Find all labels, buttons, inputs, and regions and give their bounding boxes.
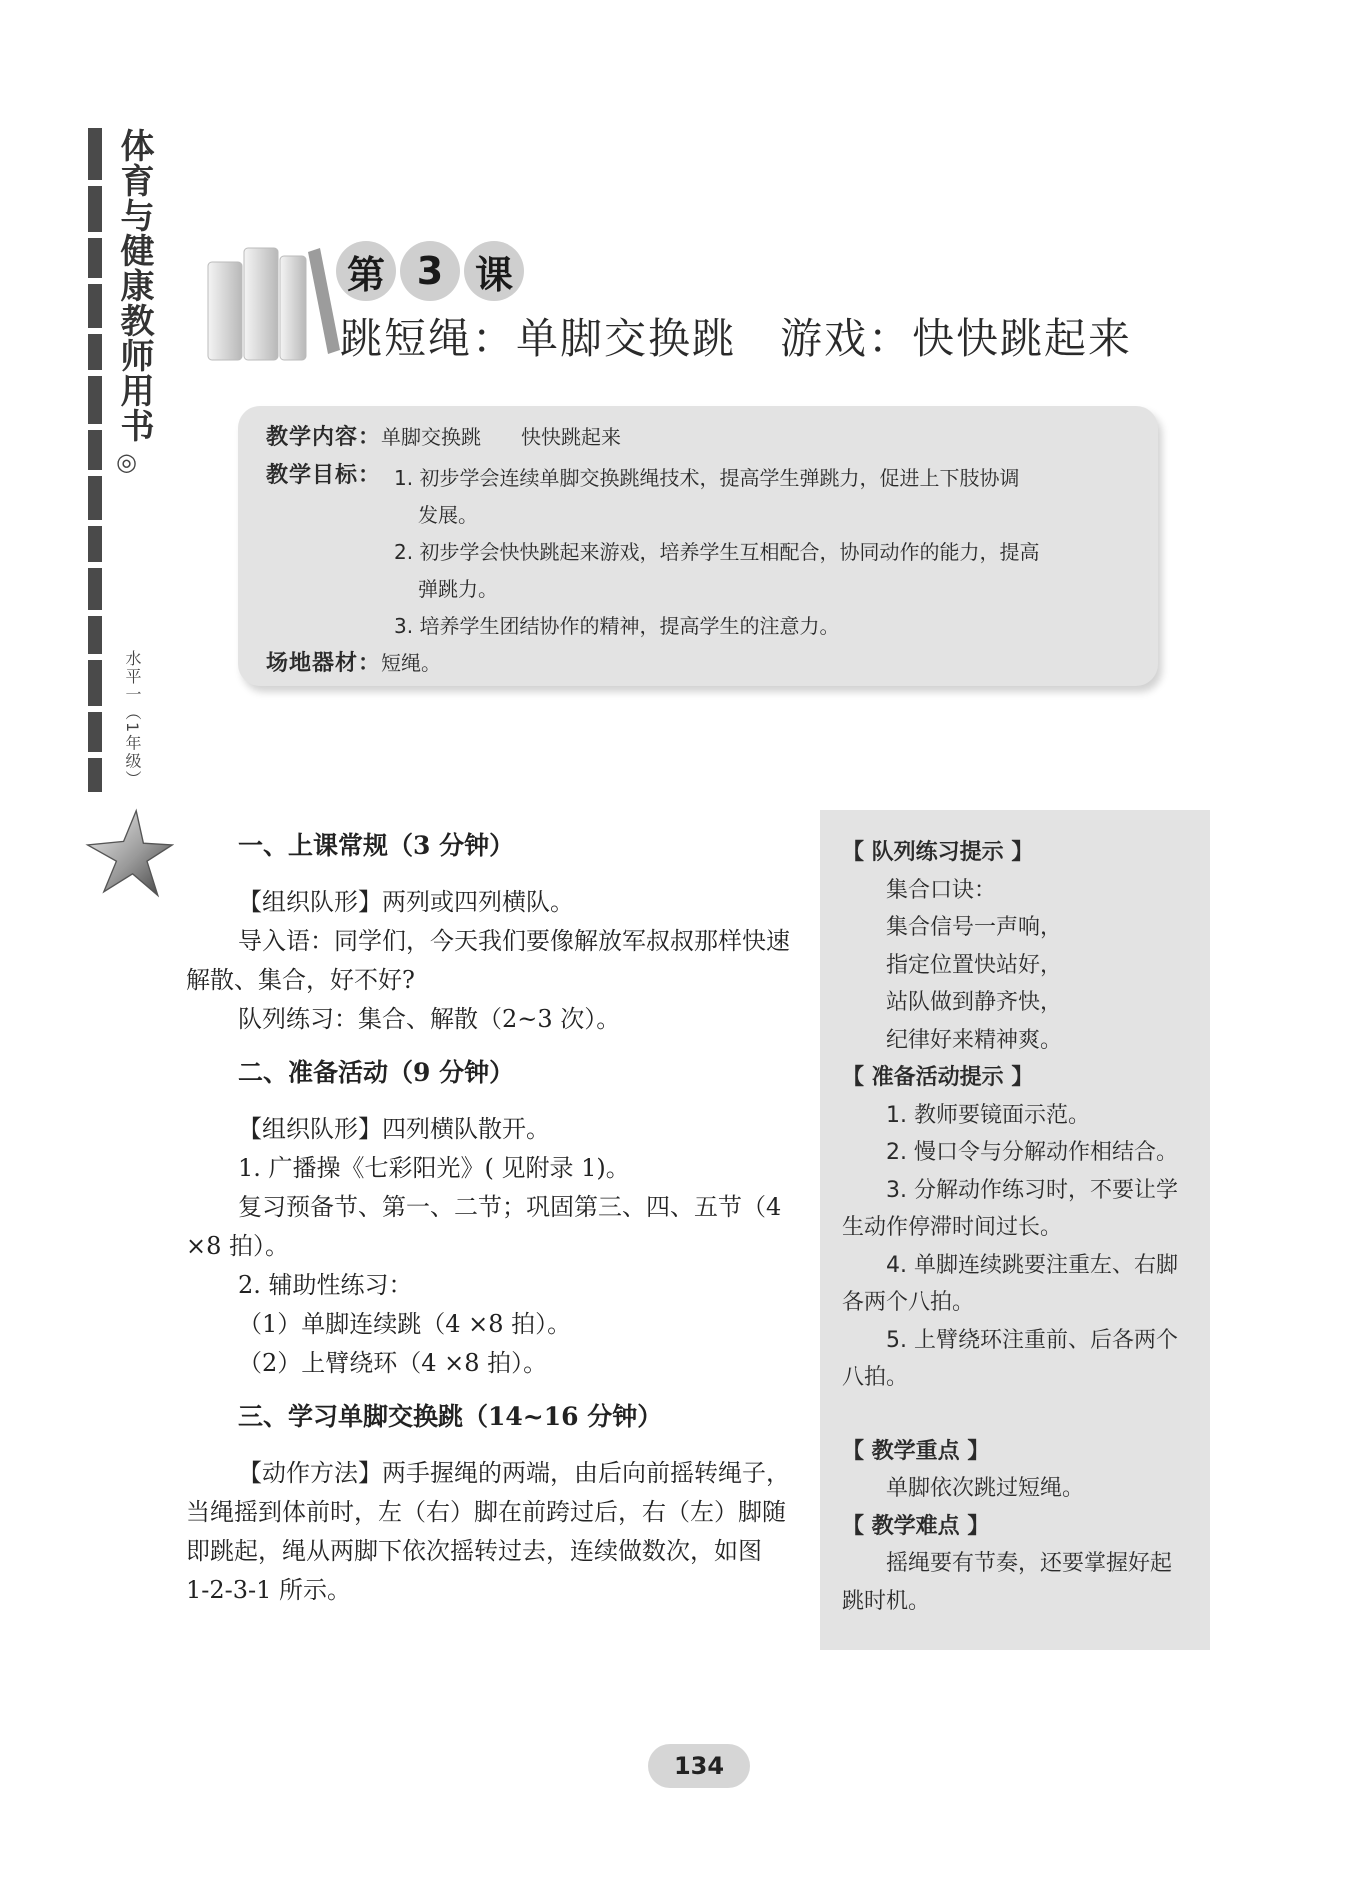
goal-line: 3. 培养学生团结协作的精神，提高学生的注意力。 (394, 614, 840, 638)
goal-line: 1. 初步学会连续单脚交换跳绳技术，提高学生弹跳力，促进上下肢协调 (394, 466, 1020, 490)
teaching-goal-label-row (266, 458, 381, 489)
tip-heading: 【 队列练习提示 】 (842, 840, 1034, 865)
goal-line: 2. 初步学会快快跳起来游戏，培养学生互相配合，协同动作的能力，提高 (394, 540, 1040, 564)
info-value: 单脚交换跳 快快跳起来 (381, 425, 622, 449)
star-icon (84, 808, 174, 900)
badge-char: 3 (400, 241, 460, 301)
tip-line: 站队做到静齐快， (886, 990, 1063, 1015)
margin-bar (88, 616, 102, 654)
lesson-title: 跳短绳：单脚交换跳 游戏：快快跳起来 (340, 314, 1133, 363)
section-heading: 三、学习单脚交换跳（14~16 分钟） (238, 1402, 663, 1431)
info-label: 场地器材： (266, 651, 382, 676)
margin-bar (88, 238, 102, 278)
paragraph: 2. 辅助性练习： (238, 1271, 413, 1299)
margin-bar (88, 568, 102, 610)
tip-line: 集合口诀： (886, 877, 997, 903)
section-heading: 二、准备活动（9 分钟） (238, 1058, 515, 1087)
page-number: 134 (648, 1744, 750, 1788)
tip-item: 3. 分解动作练习时，不要让学生动作停滞时间过长。 (842, 1177, 1178, 1240)
paragraph: （1）单脚连续跳（4 ×8 拍）。 (238, 1310, 572, 1338)
lesson-info-box (238, 406, 1158, 686)
section-heading: 一、上课常规（3 分钟） (238, 831, 515, 860)
margin-bar (88, 526, 102, 562)
paragraph: （2）上臂绕环（4 ×8 拍）。 (238, 1349, 548, 1377)
paragraph: 【动作方法】两手握绳的两端，由后向前摇转绳子，当绳摇到体前时，左（右）脚在前跨过后，右（左）脚随即跳起，绳从两脚下依次摇转过去，连续做数次，如图 1-2-3-1 所示。 (186, 1459, 790, 1604)
tip-item: 摇绳要有节奏，还要掌握好起跳时机。 (842, 1551, 1173, 1614)
margin-bar (88, 376, 102, 424)
tip-item: 5. 上臂绕环注重前、后各两个八拍。 (842, 1327, 1178, 1390)
margin-bar (88, 712, 102, 752)
teaching-content-row (266, 420, 621, 451)
margin-bar (88, 476, 102, 520)
lesson-number-badge (336, 240, 528, 302)
info-label: 教学内容： (266, 425, 382, 450)
goal-line: 弹跳力。 (418, 577, 498, 601)
tip-item: 2. 慢口令与分解动作相结合。 (886, 1140, 1178, 1165)
tip-item: 1. 教师要镜面示范。 (886, 1102, 1090, 1128)
tip-line: 集合信号一声响， (886, 915, 1063, 940)
badge-char: 课 (464, 241, 524, 301)
main-content (186, 826, 792, 1610)
tip-line: 纪律好来精神爽。 (886, 1027, 1063, 1053)
info-label: 教学目标： (266, 463, 382, 488)
paragraph: 1. 广播操《七彩阳光》( 见附录 1)。 (238, 1154, 630, 1182)
paragraph: 导入语：同学们，今天我们要像解放军叔叔那样快速解散、集合，好不好? (186, 927, 790, 994)
tip-item: 4. 单脚连续跳要注重左、右脚各两个八拍。 (842, 1252, 1178, 1315)
tips-sidebar (820, 810, 1210, 1650)
margin-bar (88, 758, 102, 792)
tip-heading: 【 教学重点 】 (842, 1438, 990, 1464)
goal-line: 发展。 (418, 503, 478, 527)
paragraph: 【组织队形】两列或四列横队。 (238, 888, 574, 916)
margin-bar (88, 430, 102, 470)
margin-bars (88, 128, 102, 798)
book-mark: ◎ (116, 448, 137, 476)
tip-heading: 【 教学难点 】 (842, 1513, 990, 1539)
paragraph: 队列练习：集合、解散（2~3 次）。 (238, 1005, 621, 1033)
margin-bar (88, 128, 102, 180)
paragraph: 【组织队形】四列横队散开。 (238, 1115, 550, 1143)
tip-line: 单脚依次跳过短绳。 (886, 1476, 1085, 1501)
equipment-row (266, 646, 441, 677)
grade-level: 水平一（1年级） (123, 650, 142, 789)
badge-char: 第 (336, 241, 396, 301)
info-value: 短绳。 (381, 651, 442, 675)
margin-bar (88, 186, 102, 232)
margin-bar (88, 660, 102, 706)
margin-bar (88, 284, 102, 328)
paragraph: 复习预备节、第一、二节；巩固第三、四、五节（4 ×8 拍）。 (186, 1193, 782, 1260)
tip-heading: 【 准备活动提示 】 (842, 1065, 1034, 1090)
books-icon (204, 242, 344, 362)
tip-line: 指定位置快站好， (886, 952, 1063, 978)
margin-bar (88, 334, 102, 370)
book-title: 体育与健康教师用书 (114, 128, 154, 443)
